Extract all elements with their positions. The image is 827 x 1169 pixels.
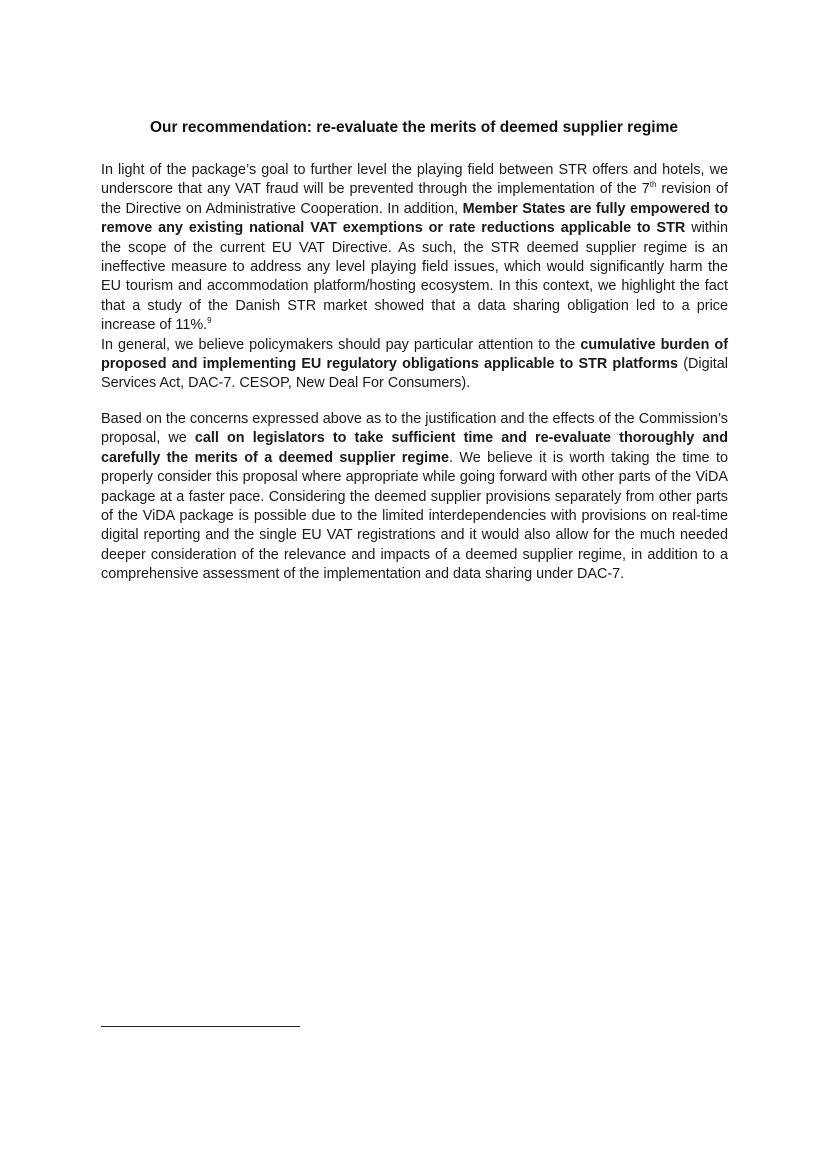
- p1-text-4: In general, we believe policymakers should pay particular attention to the: [101, 336, 581, 353]
- p1-text-3: within the scope of the current EU VAT Directive. As such, the STR deemed supplier regime is an ineffective measure to address any level playing field issues, which would significantly harm the EU tourism and accommodation platform/hosting ecosystem. In this context, we highlight the fact that a study of the Danish STR market showed that a data sharing obligation led to a price increase of 11%.: [101, 220, 729, 334]
- p2-bold-1: call on legislators to take sufficient time and re-evaluate thoroughly and carefully the merits of a deemed supplier regime: [101, 430, 728, 466]
- p2-text-2: . We believe it is worth taking the time to properly consider this proposal where appropriate while going forward with other parts of the ViDA package at a faster pace. Considering the deemed supplier provisions separately from other parts of the ViDA package is possible due to the limited interdependencies with provisions on real-time digital reporting and the single EU VAT registrations and it would also allow for the much needed deeper consideration of the relevance and impacts of a deemed supplier regime, in addition to a comprehensive assessment of the implementation and data sharing under DAC-7.: [101, 449, 728, 583]
- paragraph-2: [101, 410, 728, 585]
- p2-text-1: Based on the concerns expressed above as to the justification and the effects of the Commission’s proposal, we: [101, 411, 728, 447]
- p1-text-1: In light of the package’s goal to further level the playing field between STR offers and hotels, we underscore that any VAT fraud will be prevented through the implementation of the 7: [101, 162, 728, 198]
- p1-text-2: revision of the Directive on Administrative Cooperation. In addition,: [101, 181, 728, 217]
- footnote-separator: [101, 1026, 300, 1027]
- footnote-ref[interactable]: 9: [207, 316, 212, 326]
- p1-bold-2: cumulative burden of proposed and implementing EU regulatory obligations applicable to STR platforms: [101, 336, 728, 373]
- p1-bold-1: Member States are fully empowered to remove any existing national VAT exemptions or rate reductions applicable to STR: [101, 200, 728, 237]
- paragraph-1: [101, 161, 728, 394]
- section-heading: Our recommendation: re-evaluate the merits of deemed supplier regime: [150, 119, 679, 136]
- ordinal-suffix: th: [649, 180, 657, 190]
- p1-text-5: (Digital Services Act, DAC-7. CESOP, New Deal For Consumers).: [101, 356, 729, 392]
